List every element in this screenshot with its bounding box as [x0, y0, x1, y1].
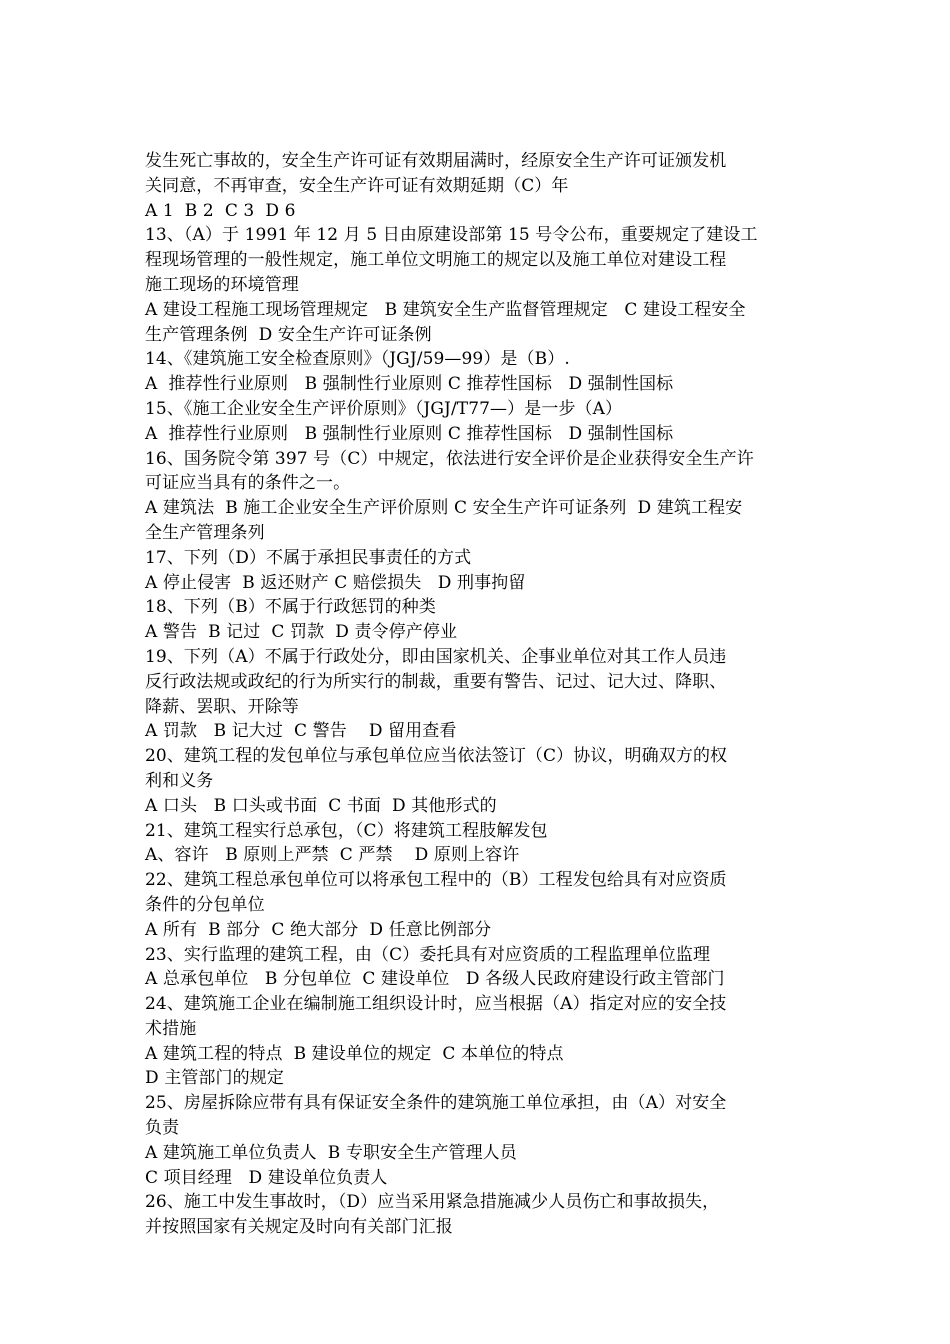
text-line: A 建筑法 B 施工企业安全生产评价原则 C 安全生产许可证条列 D 建筑工程安 [145, 498, 743, 519]
text-line: 术措施 [145, 1018, 197, 1039]
text-line: 关同意，不再审查，安全生产许可证有效期延期（C）年 [145, 175, 569, 196]
text-line: 22、建筑工程总承包单位可以将承包工程中的（B）工程发包给具有对应资质 [145, 870, 727, 891]
text-line: C 项目经理 D 建设单位负责人 [145, 1167, 388, 1188]
text-line: 20、建筑工程的发包单位与承包单位应当依法签订（C）协议，明确双方的权 [145, 746, 728, 767]
text-line: 19、下列（A）不属于行政处分，即由国家机关、企事业单位对其工作人员违 [145, 646, 727, 667]
text-line: 反行政法规或政纪的行为所实行的制裁，重要有警告、记过、记大过、降职、 [145, 671, 727, 692]
text-line: 生产管理条例 D 安全生产许可证条例 [145, 324, 432, 345]
text-line: 利和义务 [145, 770, 214, 791]
text-line: 18、下列（B）不属于行政惩罚的种类 [145, 597, 436, 618]
text-line: 23、实行监理的建筑工程，由（C）委托具有对应资质的工程监理单位监理 [145, 944, 711, 965]
text-line: 并按照国家有关规定及时向有关部门汇报 [145, 1217, 453, 1238]
text-line: 可证应当具有的条件之一。 [145, 473, 351, 494]
text-line: 13、（A）于 1991 年 12 月 5 日由原建设部第 15 号令公布，重要规定了建设工 [145, 225, 758, 246]
text-line: 15、《施工企业安全生产评价原则》（JGJ/T77—）是一步（A） [145, 398, 623, 419]
document-body [145, 149, 811, 1240]
text-line: 施工现场的环境管理 [145, 274, 299, 295]
text-line: A 总承包单位 B 分包单位 C 建设单位 D 各级人民政府建设行政主管部门 [145, 969, 725, 990]
text-line: A 口头 B 口头或书面 C 书面 D 其他形式的 [145, 795, 497, 816]
text-line: 16、国务院令第 397 号（C）中规定，依法进行安全评价是企业获得安全生产许 [145, 448, 754, 469]
text-line: A 建筑工程的特点 B 建设单位的规定 C 本单位的特点 [145, 1043, 564, 1064]
text-line: 降薪、罢职、开除等 [145, 696, 299, 717]
text-line: D 主管部门的规定 [145, 1068, 284, 1089]
text-line: 负责 [145, 1118, 180, 1139]
text-line: A、容许 B 原则上严禁 C 严禁 D 原则上容许 [145, 845, 520, 866]
text-line: A 建设工程施工现场管理规定 B 建筑安全生产监督管理规定 C 建设工程安全 [145, 299, 746, 320]
text-line: A 推荐性行业原则 B 强制性行业原则 C 推荐性国标 D 强制性国标 [145, 374, 674, 395]
text-line: 26、施工中发生事故时，（D）应当采用紧急措施减少人员伤亡和事故损失， [145, 1192, 720, 1213]
text-line: A 警告 B 记过 C 罚款 D 责令停产停业 [145, 622, 458, 643]
text-line: 14、《建筑施工安全检查原则》（JGJ/59—99）是（B）. [145, 349, 570, 370]
text-line: A 罚款 B 记大过 C 警告 D 留用查看 [145, 721, 457, 742]
text-line: 发生死亡事故的，安全生产许可证有效期届满时，经原安全生产许可证颁发机 [145, 151, 727, 171]
text-line: 条件的分包单位 [145, 894, 265, 915]
text-line: 程现场管理的一般性规定，施工单位文明施工的规定以及施工单位对建设工程 [145, 250, 727, 271]
text-line: A 1 B 2 C 3 D 6 [145, 200, 296, 221]
text-line: 全生产管理条列 [145, 522, 265, 543]
text-line: 21、建筑工程实行总承包，（C）将建筑工程肢解发包 [145, 820, 548, 841]
text-line: 25、房屋拆除应带有具有保证安全条件的建筑施工单位承担，由（A）对安全 [145, 1093, 727, 1114]
text-line: A 停止侵害 B 返还财产 C 赔偿损失 D 刑事拘留 [145, 572, 526, 593]
text-line: A 推荐性行业原则 B 强制性行业原则 C 推荐性国标 D 强制性国标 [145, 423, 674, 444]
text-line: A 所有 B 部分 C 绝大部分 D 任意比例部分 [145, 919, 492, 940]
text-line: 24、建筑施工企业在编制施工组织设计时，应当根据（A）指定对应的安全技 [145, 994, 727, 1015]
text-line: 17、下列（D）不属于承担民事责任的方式 [145, 547, 472, 568]
text-line: A 建筑施工单位负责人 B 专职安全生产管理人员 [145, 1142, 517, 1163]
